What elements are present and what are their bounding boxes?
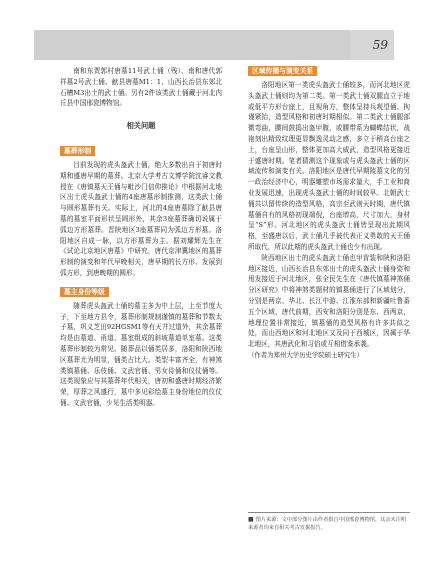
paragraph-tomb-owner-rank: 随葬虎头盔武士俑的墓主多为中上层，上至节度大子，下至地方县令，墓葬形制规制谨慎的墓葬和节数太子墓，巩义芝田92HGSM1等有天井过道外，其余墓葬均是由墓道、甬道、墓室组成的斜坡墓道单室墓。这类墓葬形制较为常见。随葬品以俑类居多，洛阳和陕西地区墓葬尤为明显，俑类占比大。类型丰富齐全，有神煞类镇墓俑、乐伎俑、文武官俑、男女侍俑和仪仗俑等。这类现象应与其墓葬年代相关，唐初和盛唐时期经济繁荣，厚葬之风盛行，墓中多见彩绘墓主身份地位的仪仗俑、文武官俑，少见生活类明器。 [60, 301, 222, 407]
page-number: 59 [372, 38, 388, 52]
paragraph-regional-1: 洛阳地区第一类虎头盔武士俑较多，而河北地区虎头盔武士俑则均为第二类。第一类武士俑双腿直立于地或低平方形台座上，且视角方，整体呈持兵观望俑、拘谨紧抬，造型风格和初唐时期相似。第二类武士俑腿部微弯曲，腰间鼓捣出盔甲腹，或腰带系为蝴蝶结状，战袍刻出精致纹理更显飘逸灵动之感，多立于稍高台座之上，台座呈山形，整体更加高大威武，造型风格更接近于盛唐时期。笔者猜测这个现象或与虎头盔武士俑的区域流传和演变有关。洛阳地区是唐代早期陵墓文化的另一政治经济中心，明器雕塑市场需求量大，手工业和商业发展迅速，出现虎头盔武士俑的时间较早。北朝武士俑共以留传续的造型风格，高宗至武则天时期，唐代镇墓俑自有的风格初现端倪，台座增高，尺寸加大，身材呈“S”形。河北地区的虎头盔武士俑皆呈现出此期风格，至盛唐以后，武士俑几乎被代表正义勇敢的天王俑所取代，所以此期的虎头盔武士俑也少有出现。 [248, 81, 410, 251]
header-bar-shade [34, 30, 350, 60]
intro-paragraph: 南和东贾郭村唐墓11号武士俑（残）、南和唐代郭祥墓2号武士俑、献县唐墓M1：1、山西长治县东郊北石槽M3出土的武士俑。另有2件该类武士俑藏于河北内丘县中国邢瓷博物馆。 [60, 67, 222, 108]
paragraph-tomb-form: 目前发现的虎头盔武士俑，绝大多数出自于初唐时期和盛唐早期的墓葬。北京大学考古文博学院沈睿文教授在《唐镇墓天王俑与毗沙门信仰推论》中根据河北地区出土虎头盔武士俑的4座唐墓形制推测，这类武士俑与圆形墓葬有关。实际上，河北的4座唐墓除了献县唐墓的墓室平面形状呈圆形外，其余3座墓葬确切说属于弧边方形墓葬。晋陕地区3座墓葬同为弧边方形墓。洛阳地区自成一脉，以方形墓葬为主。据刘耀辉先生在《试论北京地区唐墓》中研究，唐代京津冀地区的墓葬形制的演变和年代早晚相关，唐早期的长方形、发展到弧方形，到唐晚期的圆形。 [60, 160, 222, 277]
paragraph-regional-2: 陕西地区出土的虎头盔武士俑也甲胄装和陕和洛阳地区接近，山西长治县东郊出土的虎头盔武士俑身姿和甩发接近于河北地区，张全民先生在《唐代镇墓神煞俑分区研究》中将神煞类题材的镇墓俑进行了区域划分，分别是两京、华北、长江中游、江淮东部和新疆吐鲁番五个区域，唐代前期，西安和洛阳分别是东、西两京，地理位置非常接近，镇墓俑的造型风格有许多共似之处，而山西地区和河北地区又及同于西城区，因属于华北地区，其唐武化和习俗或互相借鉴承袭。 [248, 253, 410, 349]
right-column [248, 66, 410, 361]
section-title: 相关问题 [126, 121, 156, 131]
subheading-tomb-form: 墓葬形制 [60, 146, 95, 156]
footnote-text: 图片来源：文中部分图片由作者摄自中国邢瓷博物馆，其余未注明来源者均来自相关考古发掘报告。 [248, 517, 407, 531]
author-credit: （作者为郑州大学历史学院硕士研究生） [248, 350, 364, 359]
subheading-tomb-owner-rank: 墓主身份等级 [60, 287, 109, 297]
bullet-icon: ■ [248, 516, 254, 523]
footnote [248, 512, 410, 532]
left-column [60, 66, 222, 409]
subheading-regional-spread: 区域传播与演变关系 [248, 66, 317, 76]
header-bar [34, 30, 394, 60]
